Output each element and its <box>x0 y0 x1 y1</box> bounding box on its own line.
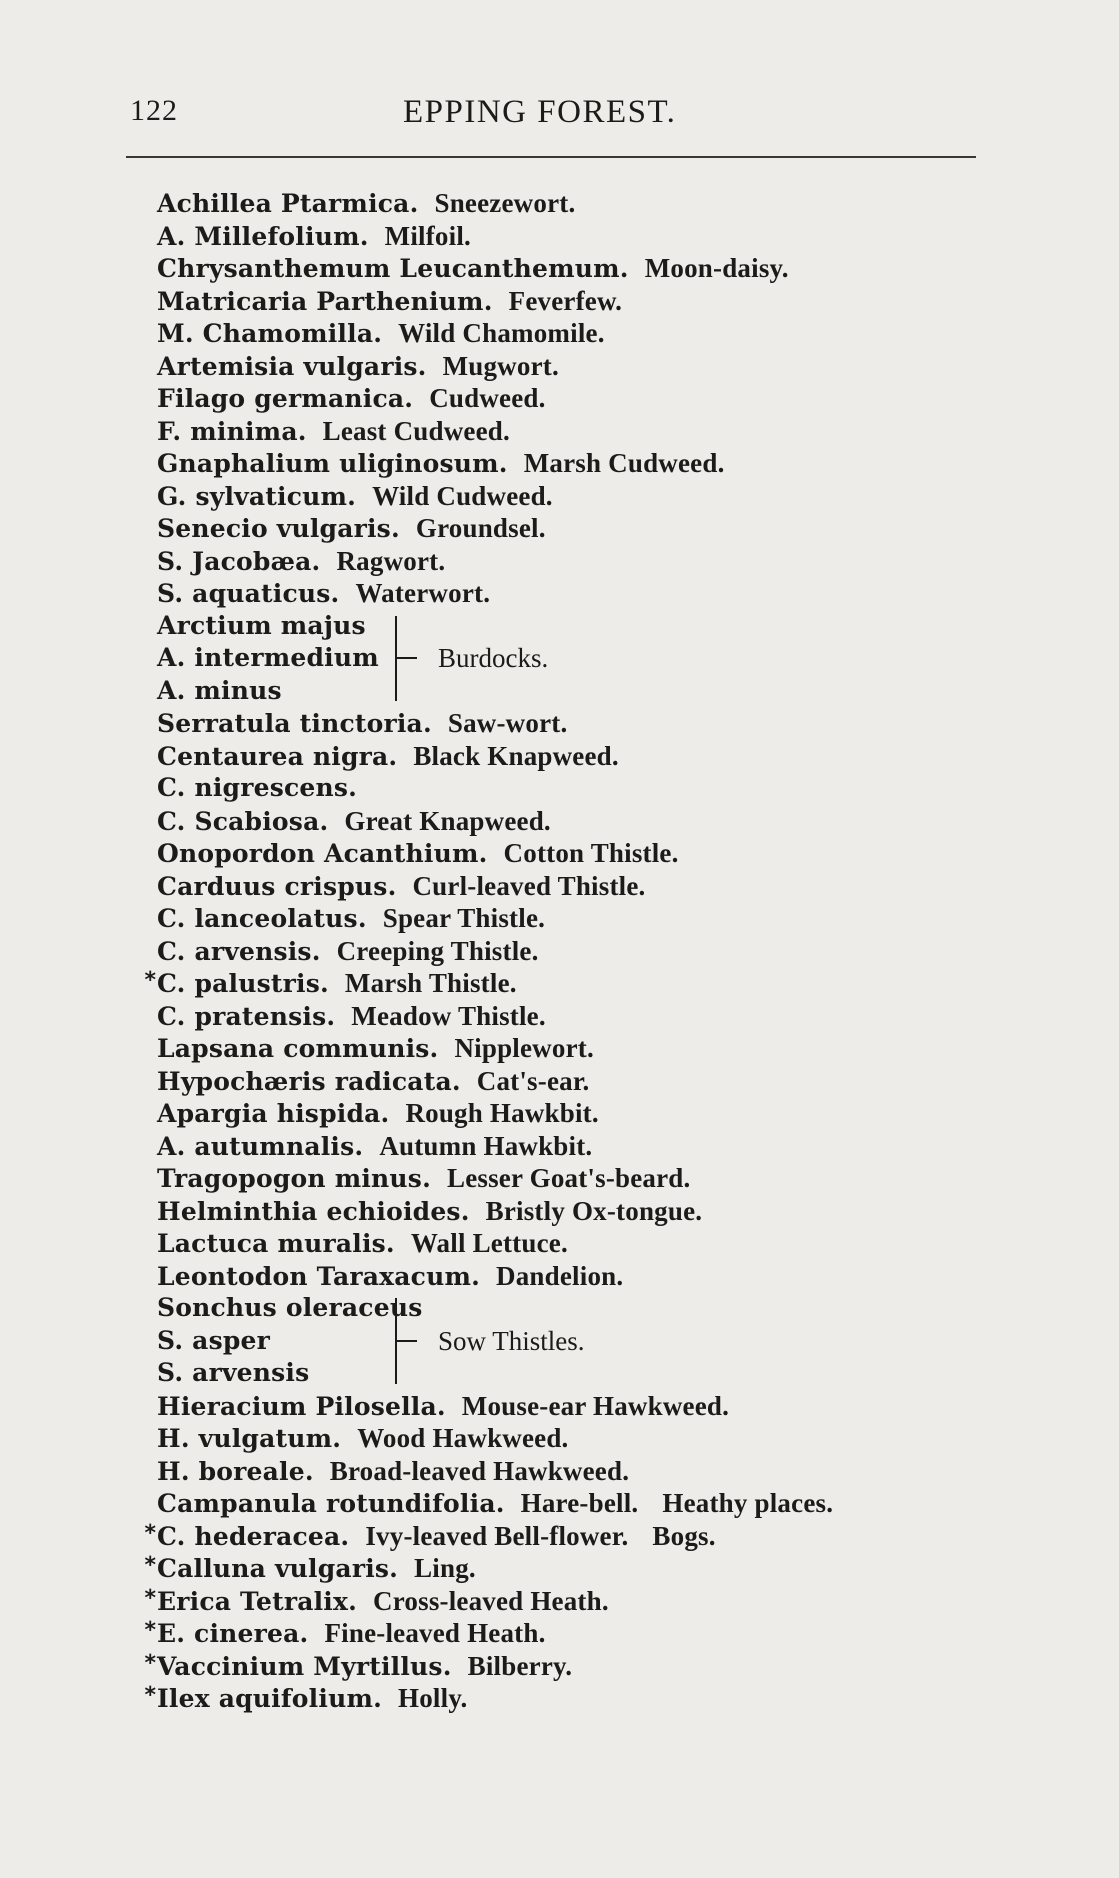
latin-name: C. lanceolatus. <box>157 904 367 933</box>
entry-line <box>157 1617 546 1651</box>
common-name: Wall Lettuce. <box>410 1228 568 1258</box>
asterisk-mark: * <box>144 1683 156 1708</box>
common-name: Autumn Hawkbit. <box>379 1130 593 1161</box>
entry-line <box>157 967 517 1001</box>
common-name: Fine-leaved Heath. <box>324 1618 546 1648</box>
common-name: Dandelion. <box>496 1260 624 1291</box>
entry-line <box>157 1520 716 1554</box>
list-item <box>0 1487 1119 1520</box>
latin-name: S. arvensis <box>157 1358 310 1387</box>
entry-line <box>157 1682 467 1716</box>
entry-line <box>157 512 546 546</box>
latin-name: Sonchus oleraceus <box>157 1293 423 1322</box>
list-item <box>0 187 1119 220</box>
brace-point <box>395 657 417 659</box>
list-item <box>0 1455 1119 1488</box>
brace-point <box>395 1340 417 1342</box>
list-item <box>0 1422 1119 1455</box>
latin-name: Filago germanica. <box>157 384 414 413</box>
list-item <box>0 317 1119 350</box>
common-name: Hare-bell. <box>520 1488 639 1518</box>
common-name: Spear Thistle. <box>382 903 546 933</box>
latin-name: Carduus crispus. <box>157 871 397 901</box>
common-name: Cat's-ear. <box>476 1065 590 1096</box>
list-item <box>0 415 1119 448</box>
entry-line <box>157 805 551 839</box>
list-item <box>0 1390 1119 1423</box>
latin-name: Centaurea nigra. <box>157 741 398 771</box>
common-name: Black Knapweed. <box>413 740 619 771</box>
common-name: Waterwort. <box>355 578 491 608</box>
list-item <box>0 1260 1119 1293</box>
asterisk-mark: * <box>144 1553 156 1578</box>
latin-name: C. pratensis. <box>157 1001 336 1031</box>
latin-name: C. palustris. <box>157 969 329 998</box>
group-label: Sow Thistles. <box>438 1325 585 1356</box>
entry-line <box>157 772 357 805</box>
common-name: Bristly Ox-tongue. <box>485 1195 703 1226</box>
common-name: Meadow Thistle. <box>351 1000 546 1031</box>
latin-name: Tragopogon minus. <box>157 1164 431 1193</box>
latin-name: S. Jacobæa. <box>157 546 321 576</box>
list-item <box>0 1617 1119 1650</box>
list-item <box>0 545 1119 578</box>
latin-name: Helminthia echioides. <box>157 1196 470 1226</box>
common-name: Marsh Cudweed. <box>523 448 725 478</box>
list-item <box>0 480 1119 513</box>
entry-line <box>157 1260 623 1294</box>
common-name: Cross-leaved Heath. <box>373 1585 609 1616</box>
list-item <box>0 1520 1119 1553</box>
entry-line <box>157 1455 629 1489</box>
latin-name: Artemisia vulgaris. <box>157 351 427 381</box>
list-item <box>0 935 1119 968</box>
latin-name: C. Scabiosa. <box>157 806 329 836</box>
latin-name: E. cinerea. <box>157 1619 309 1648</box>
list-item <box>0 1032 1119 1065</box>
common-name: Ling. <box>414 1553 476 1583</box>
header-rule <box>126 156 976 158</box>
list-item <box>0 707 1119 740</box>
list-item <box>0 1357 1119 1390</box>
latin-name: A. Millefolium. <box>157 221 369 251</box>
asterisk-mark: * <box>144 1585 156 1611</box>
entry-line <box>157 1032 594 1066</box>
entry-line <box>157 1162 690 1196</box>
entry-line <box>157 415 510 449</box>
latin-name: Campanula rotundifolia. <box>157 1489 505 1518</box>
entry-line <box>157 837 679 871</box>
latin-name: A. intermedium <box>157 643 379 672</box>
latin-name: A. minus <box>157 675 282 705</box>
common-name: Mouse-ear Hawkweed. <box>461 1390 730 1421</box>
list-item <box>0 1292 1119 1325</box>
list-item <box>0 512 1119 545</box>
running-title: EPPING FOREST. <box>403 94 677 130</box>
latin-name: Matricaria Parthenium. <box>157 286 493 316</box>
latin-name: Hypochæris radicata. <box>157 1066 461 1096</box>
latin-name: Gnaphalium uliginosum. <box>157 449 508 478</box>
entry-line <box>157 382 546 416</box>
list-item <box>0 1227 1119 1260</box>
common-name: Great Knapweed. <box>344 805 551 836</box>
common-name: Bilberry. <box>467 1650 573 1681</box>
common-name: Groundsel. <box>415 513 546 543</box>
sow-thistle-group <box>0 1292 1119 1390</box>
latin-name: F. minima. <box>157 416 307 446</box>
list-item <box>0 1130 1119 1163</box>
latin-name: C. arvensis. <box>157 936 321 966</box>
latin-name: C. nigrescens. <box>157 773 358 802</box>
common-name: Curl-leaved Thistle. <box>412 870 646 901</box>
common-name: Wood Hawkweed. <box>357 1423 569 1453</box>
latin-name: S. aquaticus. <box>157 579 340 608</box>
entry-line <box>157 1422 569 1456</box>
common-name: Feverfew. <box>508 285 623 316</box>
common-name: Marsh Thistle. <box>344 968 517 998</box>
entry-line <box>157 1552 476 1586</box>
common-name: Milfoil. <box>384 220 471 251</box>
entry-line <box>157 1195 702 1229</box>
common-name: Rough Hawkbit. <box>405 1098 599 1128</box>
burdock-group <box>0 610 1119 708</box>
latin-name: Lactuca muralis. <box>157 1229 395 1258</box>
entry-line <box>157 1650 572 1684</box>
latin-name: Serratula tinctoria. <box>157 709 432 738</box>
entry-line <box>157 1227 568 1261</box>
latin-name: H. boreale. <box>157 1456 314 1486</box>
entry-line <box>157 350 559 384</box>
list-item <box>0 870 1119 903</box>
latin-name: S. asper <box>157 1325 271 1355</box>
list-item <box>0 1162 1119 1195</box>
latin-name: Senecio vulgaris. <box>157 514 400 543</box>
common-name: Wild Cudweed. <box>372 480 553 511</box>
list-item <box>0 285 1119 318</box>
latin-name: A. autumnalis. <box>157 1131 364 1161</box>
latin-name: M. Chamomilla. <box>157 319 383 348</box>
list-item <box>0 1552 1119 1585</box>
entry-line <box>157 935 539 969</box>
latin-name: G. sylvaticum. <box>157 481 357 511</box>
entry-line <box>157 187 575 221</box>
list-item <box>0 772 1119 805</box>
entry-line <box>157 1065 589 1099</box>
latin-name: H. vulgatum. <box>157 1424 342 1453</box>
page-number: 122 <box>130 94 178 127</box>
entry-line <box>157 285 622 319</box>
list-item <box>0 252 1119 285</box>
entry-line <box>157 1585 609 1619</box>
list-item <box>0 1650 1119 1683</box>
entry-line <box>157 1130 592 1164</box>
list-item <box>0 805 1119 838</box>
common-name: Least Cudweed. <box>322 415 510 446</box>
entry-line <box>157 480 553 514</box>
common-name: Wild Chamomile. <box>398 318 605 348</box>
list-item <box>0 967 1119 1000</box>
latin-name: Calluna vulgaris. <box>157 1554 399 1583</box>
list-item <box>0 1585 1119 1618</box>
entry-line <box>157 902 545 936</box>
species-list <box>0 187 1119 1715</box>
list-item <box>0 382 1119 415</box>
latin-name: Hieracium Pilosella. <box>157 1391 446 1421</box>
entry-line <box>157 1097 599 1131</box>
entry-line <box>157 252 789 286</box>
group-label: Burdocks. <box>438 643 549 673</box>
entry-line <box>157 545 445 579</box>
asterisk-mark: * <box>144 1520 156 1546</box>
habitat-note: Bogs. <box>652 1520 716 1551</box>
latin-name: Chrysanthemum Leucanthemum. <box>157 254 629 283</box>
habitat-note: Heathy places. <box>662 1488 834 1518</box>
common-name: Nipplewort. <box>454 1033 594 1063</box>
entry-line <box>157 870 645 904</box>
list-item <box>0 577 1119 610</box>
common-name: Cotton Thistle. <box>503 838 679 868</box>
list-item <box>0 350 1119 383</box>
list-item <box>0 1682 1119 1715</box>
entry-line <box>157 1487 833 1521</box>
latin-name: Arctium majus <box>157 610 366 640</box>
common-name: Sneezewort. <box>434 188 576 218</box>
list-item <box>0 1000 1119 1033</box>
latin-name: Leontodon Taraxacum. <box>157 1261 481 1291</box>
common-name: Broad-leaved Hawkweed. <box>329 1455 630 1486</box>
common-name: Creeping Thistle. <box>336 935 539 966</box>
latin-name: Vaccinium Myrtillus. <box>157 1651 452 1681</box>
list-item <box>0 1097 1119 1130</box>
latin-name: Erica Tetralix. <box>157 1586 358 1616</box>
list-item <box>0 642 1119 675</box>
latin-name: Achillea Ptarmica. <box>157 189 419 218</box>
asterisk-mark: * <box>144 1650 156 1676</box>
list-item <box>0 1065 1119 1098</box>
common-name: Cudweed. <box>429 383 546 413</box>
list-item <box>0 902 1119 935</box>
common-name: Lesser Goat's-beard. <box>446 1163 691 1193</box>
latin-name: Onopordon Acanthium. <box>157 839 488 868</box>
entry-line <box>157 740 619 774</box>
latin-name: Ilex aquifolium. <box>157 1684 383 1713</box>
common-name: Ivy-leaved Bell-flower. <box>365 1520 629 1551</box>
entry-line <box>157 707 567 741</box>
latin-name: Lapsana communis. <box>157 1034 439 1063</box>
entry-line <box>157 1000 546 1034</box>
asterisk-mark: * <box>144 968 156 993</box>
entry-line <box>157 1390 729 1424</box>
list-item <box>0 1195 1119 1228</box>
latin-name: C. hederacea. <box>157 1521 350 1551</box>
common-name: Ragwort. <box>336 545 446 576</box>
asterisk-mark: * <box>144 1618 156 1643</box>
common-name: Holly. <box>398 1683 468 1713</box>
list-item <box>0 447 1119 480</box>
entry-line <box>157 577 490 611</box>
entry-line <box>157 317 605 351</box>
latin-name: Apargia hispida. <box>157 1099 390 1128</box>
common-name: Moon-daisy. <box>644 253 789 283</box>
list-item <box>0 837 1119 870</box>
list-item <box>0 610 1119 643</box>
entry-line <box>157 220 471 254</box>
common-name: Mugwort. <box>442 350 559 381</box>
list-item <box>0 220 1119 253</box>
list-item <box>0 740 1119 773</box>
entry-line <box>157 447 725 481</box>
common-name: Saw-wort. <box>447 708 568 738</box>
list-item <box>0 675 1119 708</box>
